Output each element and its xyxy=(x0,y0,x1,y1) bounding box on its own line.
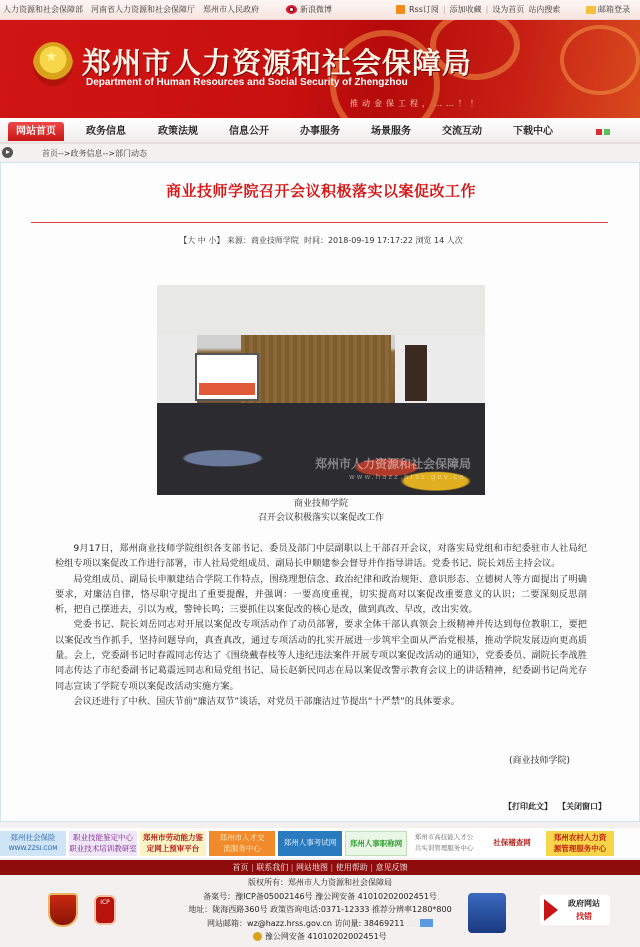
photo-projector-screen xyxy=(195,353,259,401)
link-label: 郑州人事职称网 xyxy=(349,839,403,848)
divider: | xyxy=(485,5,489,14)
add-favorite-link[interactable]: 添加收藏 xyxy=(449,5,482,14)
link-label: 郑州市劳动能力鉴 xyxy=(143,833,203,842)
nav-interaction[interactable]: 交流互动 xyxy=(442,126,482,137)
article-source: 来源：商业技师学院 xyxy=(226,236,299,245)
link-talent-center[interactable] xyxy=(209,831,275,856)
footer-nav xyxy=(0,860,640,875)
police-record xyxy=(0,930,640,944)
article-paragraph: 局党组成员、副局长申顺建结合学院工作特点，围绕理想信念、政治纪律和政治规矩、意识形态、立德树人等方面提出了明确要求，对廉洁自律，恪尽职守提出了重要提醒，并强调：一要高度重视，切实提高对以案促改重要意义的认识；二要深刻反思剖析，把自己摆进去，引以为戒，警钟长鸣；三要抓住以案促改的核心是改，做到真改、早改，改出实效。 xyxy=(55,573,587,616)
mail-login-link[interactable] xyxy=(586,4,630,15)
footer-link-home[interactable]: 首页 xyxy=(232,863,249,872)
mail-icon xyxy=(586,6,596,14)
slogan: 推动金保工程，……！！ xyxy=(350,99,482,108)
nav-scenario-services[interactable]: 场景服务 xyxy=(371,126,411,137)
article-photo xyxy=(157,285,485,495)
icp-record: 备案号：豫ICP备05002146号 豫公网安备 41010202002451号 xyxy=(203,891,437,901)
link-labor-appraisal[interactable] xyxy=(140,831,206,856)
link-label: 社保稽查网 xyxy=(493,838,531,847)
breadcrumb xyxy=(0,146,640,160)
link-social-insurance[interactable] xyxy=(0,831,66,856)
article-paragraph: 9月17日，郑州商业技师学院组织各支部书记、委员及部门中层副职以上干部召开会议，对落实局党组和市纪委驻市人社局纪检组专项以案促改工作进行部署，市人社局党组成员、副局长申顺建参会督导并作指导讲话。党委书记、院长刘岳主持会议。 xyxy=(55,543,587,570)
article-title: 商业技师学院召开会议积极落实以案促改工作 xyxy=(165,182,476,200)
footer-link-feedback[interactable]: 意见反馈 xyxy=(375,863,408,872)
national-emblem-icon xyxy=(33,42,73,86)
close-window-button[interactable]: 【关闭窗口】 xyxy=(558,802,606,811)
weibo-link[interactable] xyxy=(286,4,332,15)
main-nav xyxy=(0,118,640,144)
nav-gov-info[interactable]: 政务信息 xyxy=(86,126,126,137)
gov-site-label: 政府网站 xyxy=(568,899,600,908)
decorative-swirl xyxy=(560,25,640,95)
rss-link[interactable]: Rss订阅 xyxy=(409,5,439,14)
rss-icon xyxy=(396,5,405,14)
article-meta xyxy=(1,235,640,246)
link-sublabel: 源管理服务中心 xyxy=(553,844,607,853)
divider: | xyxy=(290,863,294,872)
photo-wall xyxy=(157,335,197,405)
gov-site-error-report-button[interactable] xyxy=(540,895,610,925)
photo-audience xyxy=(157,403,485,495)
magnifier-icon xyxy=(544,899,558,921)
photo-door xyxy=(405,345,427,401)
print-button[interactable]: 【打印此文】 xyxy=(504,802,552,811)
divider: | xyxy=(330,863,334,872)
link-label: 职业技能鉴定中心 xyxy=(73,833,133,842)
nav-disclosure[interactable]: 信息公开 xyxy=(229,126,269,137)
red-theme-icon[interactable] xyxy=(596,129,602,135)
article-time: 时间：2018-09-19 17:17:22 xyxy=(303,236,413,245)
color-theme-switcher xyxy=(596,129,610,135)
link-label: 郑州市高技能人才公 xyxy=(414,833,474,841)
mail-login-label: 邮箱登录 xyxy=(598,5,630,14)
set-homepage-link[interactable]: 设为首页 xyxy=(492,5,525,14)
site-tools xyxy=(396,4,560,15)
link-rural-hr[interactable] xyxy=(546,831,614,856)
photo-caption-line1: 商业技师学院 xyxy=(293,499,348,509)
article-container xyxy=(0,162,640,822)
link-henan-hrss[interactable]: 河南省人力资源和社会保障厅 xyxy=(91,5,195,14)
related-links xyxy=(0,828,640,858)
link-label: 郑州社会保险 xyxy=(10,833,56,842)
photo-curtain xyxy=(241,335,391,405)
nav-home[interactable]: 网站首页 xyxy=(8,122,64,141)
police-record-text: 豫公网安备 41010202002451号 xyxy=(264,932,387,941)
photo-watermark-url: www.hazz.hrss.gov.cn xyxy=(349,473,466,481)
weibo-label: 新浪微博 xyxy=(300,5,332,14)
link-title-evaluation[interactable] xyxy=(345,831,407,856)
nav-policy[interactable]: 政策法规 xyxy=(158,126,198,137)
article-body xyxy=(55,541,587,709)
footer-link-sitemap[interactable]: 网站地图 xyxy=(296,863,328,872)
nav-downloads[interactable]: 下载中心 xyxy=(513,126,553,137)
icp-badge-icon[interactable] xyxy=(94,895,116,925)
photo-watermark: 郑州市人力资源和社会保障局 xyxy=(315,457,472,471)
email-and-visits: 网站邮箱：wz@hazz.hrss.gov.cn 访问量: 38469211 xyxy=(206,918,405,928)
article-paragraph: 会议还进行了中秋、国庆节前“廉洁双节”谈话，对党员干部廉洁过节提出“十严禁”的具体要求。 xyxy=(73,695,460,707)
title-divider xyxy=(31,222,608,223)
link-sublabel: 职业技术培训教研室 xyxy=(69,844,137,853)
footer-link-help[interactable]: 使用帮助 xyxy=(335,863,368,872)
link-label: 郑州市人才交 xyxy=(219,833,265,842)
link-mohrss[interactable]: 人力资源和社会保障部 xyxy=(3,5,83,14)
address: 地址：陇海西路360号 政策咨询电话:0371-12333 推荐分辨率1280*800 xyxy=(188,905,452,914)
play-arrow-icon xyxy=(2,147,13,158)
article-source-footer: (商业技师学院) xyxy=(509,756,571,766)
link-personnel-exam[interactable] xyxy=(278,831,342,856)
divider: | xyxy=(250,863,254,872)
link-sublabel: WWW.ZZSI.COM xyxy=(8,845,58,852)
site-search-link[interactable]: 站内搜索 xyxy=(528,5,561,14)
footer-link-contact[interactable]: 联系我们 xyxy=(256,863,289,872)
article-views: 浏览 14 人次 xyxy=(415,236,463,245)
link-sublabel: 流服务中心 xyxy=(223,844,261,853)
site-title: 郑州市人力资源和社会保障局 xyxy=(82,46,473,80)
link-skill-appraisal[interactable] xyxy=(69,831,137,856)
link-sublabel: 定网上预审平台 xyxy=(146,844,200,853)
icp-badge-label: ICP xyxy=(100,899,110,906)
police-badge-icon xyxy=(253,932,262,941)
weibo-icon xyxy=(286,5,297,14)
font-size-switcher[interactable]: 【大 中 小】 xyxy=(179,236,225,245)
divider: | xyxy=(370,863,374,872)
nav-services[interactable]: 办事服务 xyxy=(300,126,340,137)
link-zhengzhou-gov[interactable]: 郑州市人民政府 xyxy=(203,5,259,14)
top-bar xyxy=(0,0,640,20)
link-label: 郑州农村人力资 xyxy=(553,833,607,842)
cyber-police-icon[interactable] xyxy=(468,893,506,933)
divider: | xyxy=(442,5,446,14)
article-actions xyxy=(504,801,606,812)
header-banner xyxy=(0,20,640,118)
green-theme-icon[interactable] xyxy=(604,129,610,135)
party-gov-agency-badge-icon[interactable] xyxy=(48,893,78,927)
cnzz-counter-icon[interactable] xyxy=(407,919,433,927)
link-social-security-audit[interactable] xyxy=(481,831,543,856)
site-title-english: Department of Human Resources and Social Security of Zhengzhou xyxy=(86,77,408,88)
article-paragraph: 党委书记、院长刘岳同志对开展以案促改专项活动作了动员部署，要求全体干部认真领会上级精神并传达到每位教职工，要把以案促改当作抓手，坚持问题导向，真查真改，通过专项活动的扎实开展进一步筑牢全面从严治党根基，推动学院发展迈向更高质量。会上，党委副书记时春霞同志传达了《围绕戴春枝等人违纪违法案件开展专项以案促改活动的通知》，党委委员、副院长李战胜同志传达了市纪委副书记葛震远同志和局党组书记、局长赵新民同志在局以案促改警示教育会议上的讲话精神，纪委副书记尚光存同志宣读了学院专项以案促改活动实施方案。 xyxy=(55,619,587,692)
link-sublabel: 共实训管理服务中心 xyxy=(414,844,474,852)
copyright: 版权所有：郑州市人力资源和社会保障局 xyxy=(248,878,392,887)
breadcrumb-path[interactable]: 首页-->政务信息-->部门动态 xyxy=(42,149,147,158)
external-links xyxy=(0,4,259,15)
link-high-skill-training[interactable] xyxy=(410,831,478,856)
find-error-label: 找错 xyxy=(576,912,592,921)
photo-caption-line2: 召开会议积极落实以案促改工作 xyxy=(257,513,384,523)
photo-ceiling xyxy=(157,285,485,335)
link-label: 郑州人事考试网 xyxy=(283,838,337,847)
